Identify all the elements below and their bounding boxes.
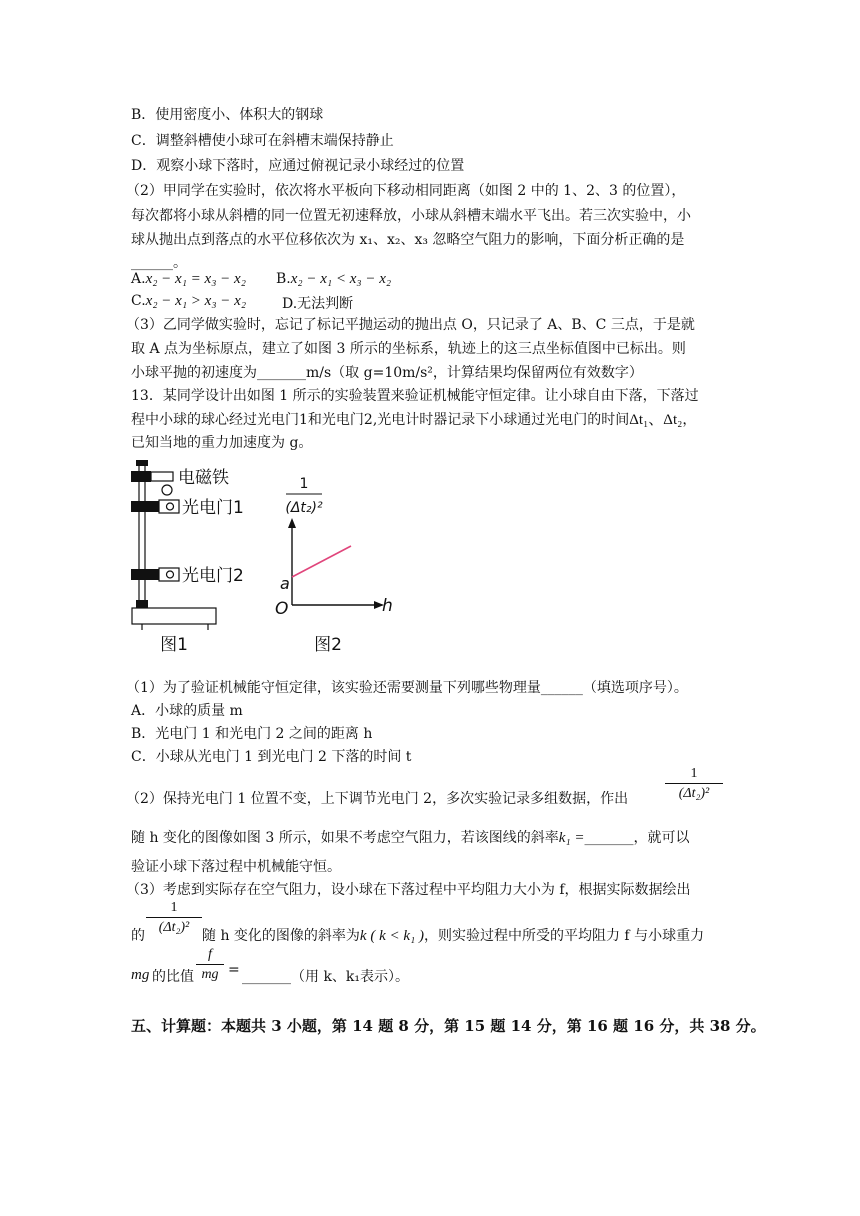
q3-line-2 <box>202 926 704 946</box>
choice-b-label: B. <box>276 271 291 287</box>
q3-line-2-tail: ，则实验过程中所受的平均阻力 f 与小球重力 <box>423 928 705 944</box>
fraction-numerator: 1 <box>665 765 723 784</box>
slope-k1: k₁ = <box>558 830 585 846</box>
choice-c-formula: x₂ − x₁ > x₃ − x₂ <box>145 293 247 309</box>
q1-stem: （1）为了验证机械能守恒定律，该实验还需要测量下列哪些物理量______（填选项序号）。 <box>126 680 688 696</box>
q3-answer-tail: _______（用 k、k₁表示）。 <box>242 969 410 985</box>
problem-13-line-2 <box>131 410 696 430</box>
choice-c-label: C. <box>131 293 146 309</box>
q3-line-1: （3）考虑到实际存在空气阻力，设小球在下落过程中平均阻力大小为 f，根据实际数据绘出 <box>126 882 691 898</box>
problem-13-line-1: 13．某同学设计出如图 1 所示的实验装置来验证机械能守恒定律。让小球自由下落，下落过 <box>131 388 699 404</box>
question-2-blank: ______。 <box>131 255 187 271</box>
question-2-line-3: 球从抛出点到落点的水平位移依次为 x₁、x₂、x₃ 忽略空气阻力的影响，下面分析正确的是 <box>131 232 685 248</box>
figure-2-graph <box>270 468 400 658</box>
choice-d: D.无法判断 <box>282 296 354 312</box>
ratio-label: 的比值 <box>152 969 194 985</box>
graph-y-label-denominator: (Δt₂)² <box>285 500 323 516</box>
slope-k-condition: k ( k < k₁ ) <box>359 928 424 944</box>
option-b-line: B．使用密度小、体积大的钢球 <box>131 107 324 123</box>
graph-origin-label: O <box>275 599 289 619</box>
graph-intercept-label: a <box>280 574 290 593</box>
problem-13-line-3: 已知当地的重力加速度为 g。 <box>131 435 313 451</box>
fraction-1-over-dt2-squared-2 <box>146 899 202 938</box>
choice-b-formula: x₂ − x₁ < x₃ − x₂ <box>290 271 392 287</box>
section-heading: 五、计算题：本题共 3 小题，第 14 题 8 分，第 15 题 14 分，第 16 题 16 分，共 38 分。 <box>131 1017 766 1035</box>
question-2-line-2: 每次都将小球从斜槽的同一位置无初速释放，小球从斜槽末端水平飞出。若三次实验中，小 <box>131 208 691 224</box>
graph-x-label: h <box>382 596 393 616</box>
q2-line-1: （2）保持光电门 1 位置不变，上下调节光电门 2，多次实验记录多组数据，作出 <box>126 791 629 807</box>
question-3-line-3: 小球平抛的初速度为_______m/s（取 g=10m/s²，计算结果均保留两位有效数字） <box>131 365 643 381</box>
fraction-1-over-dt2-squared <box>665 765 723 804</box>
choice-c <box>131 291 246 311</box>
fraction-f: f <box>196 946 224 965</box>
fraction-numerator-2: 1 <box>146 899 202 918</box>
fraction-denominator-2: (Δt₂)² <box>158 920 190 935</box>
choice-a-label: A. <box>131 271 146 287</box>
electromagnet-clamp <box>131 471 151 482</box>
graph-data-line <box>292 546 351 577</box>
problem-13-line-2-text: 程中小球的球心经过光电门1和光电门2,光电计时器记录下小球通过光电门的时间 <box>131 412 630 428</box>
figure-2-caption: 图2 <box>314 635 342 655</box>
q1-option-c: C．小球从光电门 1 到光电门 2 下落的时间 t <box>131 749 412 765</box>
stand-cap <box>136 460 148 466</box>
fraction-f-over-mg <box>196 946 224 985</box>
q1-option-b: B．光电门 1 和光电门 2 之间的距离 h <box>131 726 373 742</box>
question-3-line-2: 取 A 点为坐标原点，建立了如图 3 所示的坐标系，轨迹上的这三点坐标值图中已标出。则 <box>131 341 686 357</box>
q2-line-2-tail: _______，就可以 <box>584 830 690 846</box>
choice-a <box>131 269 246 289</box>
fraction-mg: mg <box>201 967 219 982</box>
mg-symbol: mg <box>131 967 150 983</box>
q1-option-a: A．小球的质量 m <box>131 703 243 719</box>
gate-2-clamp <box>131 569 151 580</box>
choice-b <box>276 269 391 289</box>
base-collar <box>136 600 148 608</box>
figure-1-caption: 图1 <box>160 635 188 655</box>
ratio-equals: = <box>228 962 240 978</box>
fraction-denominator: (Δt₂)² <box>678 786 710 801</box>
ball <box>162 485 172 495</box>
delta-t-symbols: Δt₁、Δt₂ <box>629 412 683 428</box>
option-c-line: C．调整斜槽使小球可在斜槽末端保持静止 <box>131 133 394 149</box>
base-plate <box>132 608 216 624</box>
electromagnet <box>151 472 173 481</box>
choice-a-formula: x₂ − x₁ = x₃ − x₂ <box>145 271 246 287</box>
q3-line-2-pre: 的 <box>131 928 145 944</box>
gate-1-label: 光电门1 <box>182 498 244 518</box>
graph-y-arrow <box>288 518 296 528</box>
gate-1-clamp <box>131 501 151 512</box>
q3-line-2-text: 随 h 变化的图像的斜率为 <box>202 928 360 944</box>
q2-line-3: 验证小球下落过程中机械能守恒。 <box>131 859 341 875</box>
question-2-line-1: （2）甲同学在实验时，依次将水平板向下移动相同距离（如图 2 中的 1、2、3 的位置）， <box>126 183 686 199</box>
gate-2-arm <box>151 569 159 580</box>
gate-1-body <box>159 500 179 513</box>
gate-1-arm <box>151 501 159 512</box>
option-d-line: D．观察小球下落时，应通过俯视记录小球经过的位置 <box>131 158 465 174</box>
question-3-line-1: （3）乙同学做实验时，忘记了标记平抛运动的抛出点 O，只记录了 A、B、C 三点，于是就 <box>126 317 695 333</box>
figure-1-apparatus <box>128 456 278 656</box>
problem-13-comma: ， <box>682 412 697 428</box>
stand-rod <box>139 464 145 610</box>
gate-2-label: 光电门2 <box>182 566 244 586</box>
gate-2-body <box>159 568 179 581</box>
graph-y-label-numerator: 1 <box>299 476 309 492</box>
q2-line-2-text: 随 h 变化的图像如图 3 所示，如果不考虑空气阻力，若该图线的斜率 <box>131 830 559 846</box>
q2-line-2 <box>131 828 689 848</box>
electromagnet-label: 电磁铁 <box>178 468 229 488</box>
